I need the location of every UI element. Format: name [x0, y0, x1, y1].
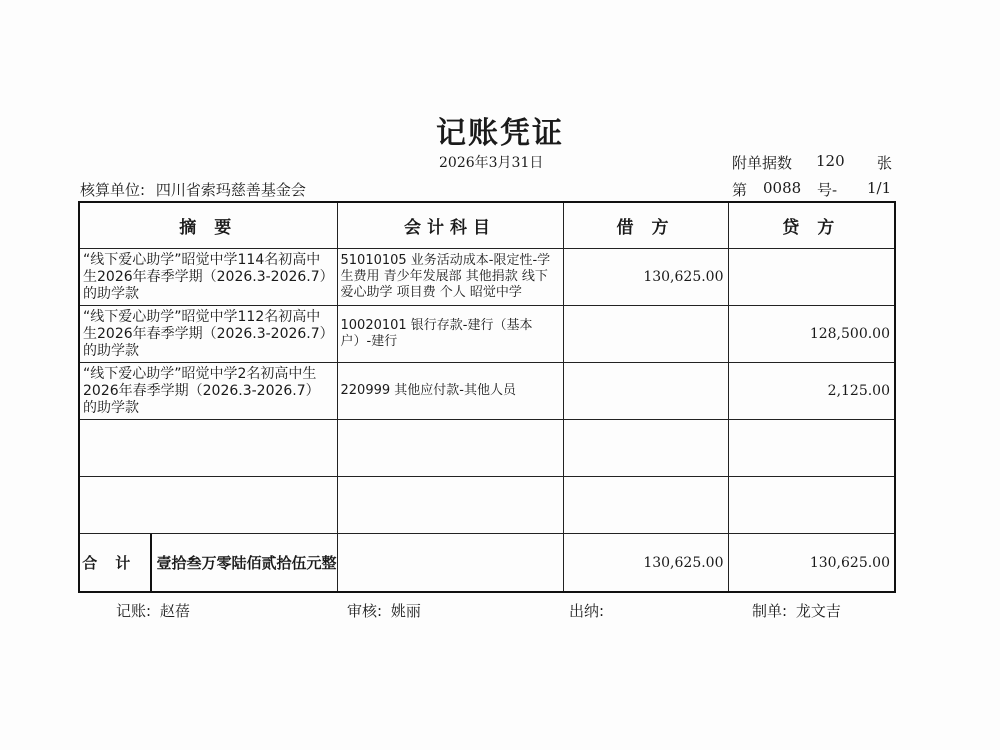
bookkeeper-label: 记账: [116, 602, 152, 620]
header-account: 会计科目 [337, 202, 563, 249]
row-credit [728, 477, 895, 534]
voucher-no-number: 0088 [763, 179, 802, 197]
row-credit: 128,500.00 [728, 306, 895, 363]
header-credit: 贷 方 [728, 202, 895, 249]
row-account [337, 420, 563, 477]
row-account: 220999 其他应付款-其他人员 [337, 363, 563, 420]
voucher-no-prefix: 第 [732, 181, 748, 199]
table-row [79, 249, 895, 306]
attachments-count: 120 [816, 152, 845, 170]
total-credit: 130,625.00 [728, 534, 895, 593]
voucher-table [78, 201, 896, 593]
voucher-no-suffix: 号- [817, 181, 838, 199]
preparer-name: 龙文吉 [795, 602, 841, 620]
total-amount-words: 壹拾叁万零陆佰贰拾伍元整 [156, 554, 337, 572]
row-credit [728, 420, 895, 477]
preparer-signature [752, 600, 841, 621]
bookkeeper-name: 赵蓓 [159, 602, 190, 620]
header-summary: 摘 要 [79, 202, 337, 249]
row-debit [563, 363, 728, 420]
total-row [79, 534, 895, 593]
row-debit [563, 420, 728, 477]
cashier-label: 出纳: [569, 602, 605, 620]
row-summary [79, 477, 337, 534]
row-summary: “线下爱心助学”昭觉中学2名初高中生2026年春季学期（2026.3-2026.7）的助学款 [79, 363, 337, 420]
row-summary [79, 420, 337, 477]
voucher-date: 2026年3月31日 [439, 155, 544, 171]
accounting-unit-label: 核算单位: [80, 181, 146, 199]
row-account [337, 477, 563, 534]
row-summary: “线下爱心助学”昭觉中学112名初高中生2026年春季学期（2026.3-2026.7）的助学款 [79, 306, 337, 363]
table-row [79, 306, 895, 363]
row-summary: “线下爱心助学”昭觉中学114名初高中生2026年春季学期（2026.3-2026.7）的助学款 [79, 249, 337, 306]
total-debit: 130,625.00 [563, 534, 728, 593]
attachments-label: 附单据数 [732, 154, 793, 172]
auditor-name: 姚丽 [390, 602, 421, 620]
voucher-title: 记账凭证 [436, 116, 564, 151]
row-credit: 2,125.00 [728, 363, 895, 420]
accounting-unit-name: 四川省索玛慈善基金会 [155, 181, 306, 199]
cashier-signature [569, 600, 608, 621]
header-debit: 借 方 [563, 202, 728, 249]
table-row [79, 363, 895, 420]
row-account: 51010105 业务活动成本-限定性-学生费用 青少年发展部 其他捐款 线下爱心助学 项目费 个人 昭觉中学 [337, 249, 563, 306]
row-account: 10020101 银行存款-建行（基本户）-建行 [337, 306, 563, 363]
row-debit: 130,625.00 [563, 249, 728, 306]
attachments-unit: 张 [877, 154, 893, 172]
voucher-page: 1/1 [867, 179, 892, 197]
preparer-label: 制单: [752, 602, 788, 620]
row-debit [563, 306, 728, 363]
bookkeeper-signature [116, 600, 190, 621]
row-debit [563, 477, 728, 534]
table-row [79, 420, 895, 477]
accounting-unit [80, 179, 306, 200]
auditor-label: 审核: [347, 602, 383, 620]
total-label: 合计 [80, 534, 152, 591]
row-credit [728, 249, 895, 306]
table-row [79, 477, 895, 534]
auditor-signature [347, 600, 421, 621]
